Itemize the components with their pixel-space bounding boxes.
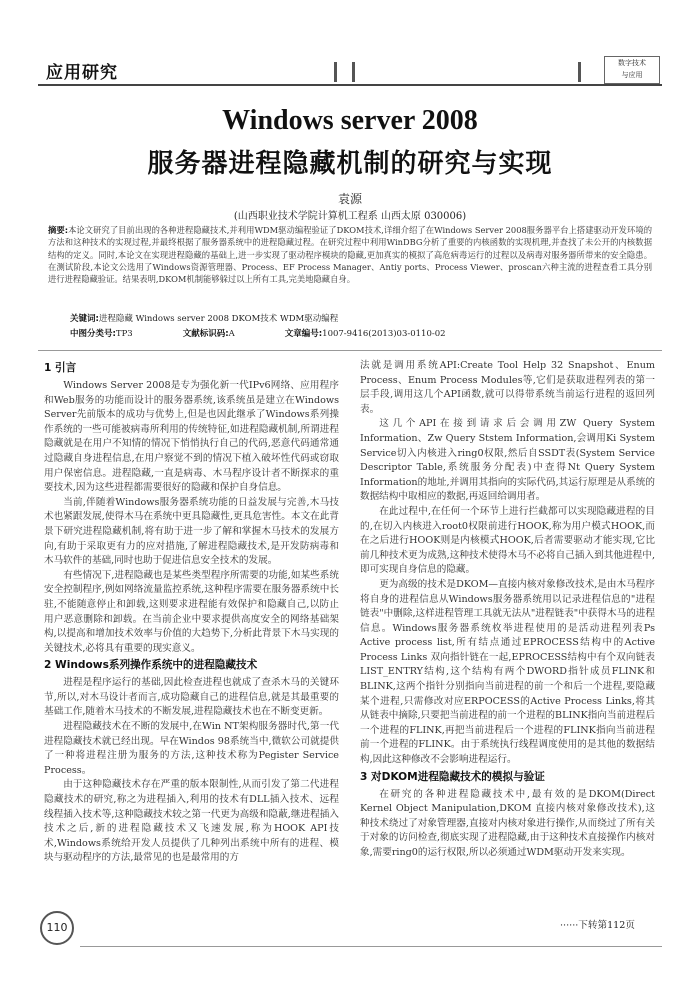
doc-code-value: A <box>228 329 235 339</box>
paragraph: 在此过程中,在任何一个环节上进行拦截都可以实现隐藏进程的目的,在切入内核进入root0权限前进行HOOK,称为用户模式HOOK,而在之后进行HOOK则是内核模式HOOK,后者需要驱动才能实现,它比前几种技术更为成熟,这种技术使得木马不必将自己插入到其他进程中,即可实现自身信息的隐藏。 <box>360 505 655 576</box>
paragraph: 进程是程序运行的基础,因此检查进程也就成了查杀木马的关键环节,所以,对木马设计者而言,成功隐藏自己的进程信息,就是其最重要的基础工作,随着木马技术的不断发展,进程隐藏技术也在不断变更新。 <box>44 677 339 718</box>
clc-label: 中图分类号: <box>70 329 116 339</box>
affiliation: (山西职业技术学院计算机工程系 山西太原 030006) <box>233 211 467 222</box>
classification-line <box>70 328 650 340</box>
abstract <box>48 224 652 285</box>
author: 袁源 <box>337 192 362 206</box>
body-column-right <box>360 359 655 861</box>
keywords <box>70 313 650 325</box>
abstract-label: 摘要: <box>48 225 69 235</box>
paragraph: Windows Server 2008是专为强化新一代IPv6网络、应用程序和Web服务的功能而设计的服务器系统,该系统虽是建立在Windows Server先前版本的成功与优势上,但是也因此继承了Windows系列操作系统的一些可能被病毒所利用的传统特征,如进程隐藏机制,所谓进程隐藏就是在用户不知情的情况下悄悄执行自己的代码,恶意代码通常通过隐藏自身进程信息,在用户察觉不到的情况下植入破坏性代码或窃取用户保密信息。进程隐藏,一直是病毒、木马程序设计者不断探求的重要技术,因为这些进程都需要很好的隐藏和保护自身信息。 <box>44 380 339 494</box>
journal-badge <box>604 56 660 84</box>
header-rule <box>38 84 662 86</box>
heading-section-3: 3 对DKOM进程隐藏技术的模拟与验证 <box>360 770 545 783</box>
header-divider <box>352 62 355 82</box>
article-number-label: 文章编号: <box>284 329 323 339</box>
paragraph: 这几个API在接到请求后会调用ZW Query System Information、Zw Query Ststem Information,会调用Ki System Service切入内核进入ring0权限,然后自SSDT表(System Service Descriptor Table,系统服务分配表)中查得Nt Query System Information的地址,并调用其指向的实际代码,其运行原理是从系统的数据结构中取相应的数据,再返回给调用者。 <box>360 418 655 503</box>
page-number: 110 <box>40 911 74 945</box>
title-english: Windows server 2008 <box>222 105 478 136</box>
doc-code-label: 文献标识码: <box>182 329 229 339</box>
paragraph: 更为高级的技术是DKOM—直接内核对象修改技术,是由木马程序将自身的进程信息从Windows服务器系统用以记录进程信息的"进程链表"中删除,这样进程管理工具就无法从"进程链表"中获得木马的进程信息。Windows服务器系统枚举进程使用的是活动进程列表Ps Active process list,所有结点通过EPROCESS结构中的Active Process Links 双向指针链在一起,EPROCESS结构中有个双向链表LIST_ENTRY结构,这个结构有两个DWORD指针成员FLINK和BLINK,这两个指针分别指向当前进程的前一个和后一个进程,要隐藏某个进程,只需修改对应ERPOCESS的Active Process Links,将其从链表中摘除,只要把当前进程的前一个进程的BLINK指向当前进程后一个进程的FLINK,再把当前进程后一个进程的FLINK指向当前进程前一个进程的FLINK。由于系统执行线程调度使用的是其他的数据结构,因此这种修改不会影响进程运行。 <box>360 578 655 766</box>
title-chinese: 服务器进程隐藏机制的研究与实现 <box>147 149 553 179</box>
header-divider <box>578 62 581 82</box>
continued-note: ······下转第112页 <box>560 920 635 931</box>
footer-rule <box>80 946 662 947</box>
journal-badge-line2: 与应用 <box>621 71 643 79</box>
section-label: 应用研究 <box>46 63 118 83</box>
paragraph: 由于这种隐藏技术存在严重的版本限制性,从而引发了第二代进程隐藏技术的研究,称之为进程插入,利用的技术有DLL插入技术、远程线程插入技术等,这种隐藏技术较之第一代更为高级和隐蔽,继进程插入技术之后,新的进程隐藏技术又飞速发展,称为HOOK API技术,Windows系统给开发人员提供了几种列出系统中所有的进程、模块与驱动程序的方法,最常见的也是最常用的方 <box>44 779 339 864</box>
body-column-left <box>44 359 339 866</box>
abstract-text: 本论文研究了目前出现的各种进程隐藏技术,并利用WDM驱动编程验证了DKOM技术,详细介绍了在Windows Server 2008服务器平台上搭建驱动开发环境的方法和这种技术的实现过程,并最终根据了服务器系统中的进程隐藏过程。在研究过程中利用WinDBG分析了重要的内核函数的实现机理,并查找了未公开的内核数据结构的定义。同时,本论文在实现进程隐藏的基础上,进一步实现了驱动程序模块的隐藏,更加真实的模拟了高危病毒运行的过程以及病毒对服务器所带来的安全隐患。在测试阶段,本论文公选用了Windows资源管理器、Process、EF Process Manager、Antiy ports、Process Viewer、proscan六种主流的进程查看工具分别进行进程隐藏验证。结果表明,DKOM机制能够躲过以上所有工具,完美地隐藏自身。 <box>48 225 652 285</box>
keywords-label: 关键词: <box>70 314 99 324</box>
heading-section-2: 2 Windows系列操作系统中的进程隐藏技术 <box>44 659 258 672</box>
header-divider <box>334 62 337 82</box>
paragraph: 法就是调用系统API:Create Tool Help 32 Snapshot、Enum Process、Enum Process Modules等,它们是获取进程列表的第一层手段,调用这几个API函数,就可以得带系统当前运行进程的返回列表。 <box>360 360 655 415</box>
journal-badge-line1: 数字技术 <box>618 59 646 67</box>
heading-introduction: 1 引言 <box>44 362 77 374</box>
section-rule <box>38 350 662 351</box>
paragraph: 当前,伴随着Windows服务器系统功能的日益发展与完善,木马技术也紧跟发展,使得木马在系统中更具隐藏性,更具危害性。本文在此背景下研究进程隐藏机制,将有助于进一步了解和掌握木马技术的发展方向,有助于采取更有力的应对措施,了解进程隐藏技术,是开发防病毒和木马软件的基础,同时也助于促进信息安全技术的发展。 <box>44 496 339 567</box>
paragraph: 有些情况下,进程隐藏也是某些类型程序所需要的功能,如某些系统安全控制程序,例如网络流量监控系统,这种程序需要在服务器系统中长驻,不能随意停止和卸载,这则要求进程能有效保护和隐藏自己,以防止用户恶意删除和卸载。在当前企业中要求提供高度安全的网络基础架构,以提高和增加技术效率与价值的大趋势下,分析此背景下木马实现的关键技术,必将具有重要的现实意义。 <box>44 569 339 654</box>
clc-value: TP3 <box>115 329 133 339</box>
keywords-text: 进程隐藏 Windows server 2008 DKOM技术 WDM驱动编程 <box>98 314 339 324</box>
paragraph: 在研究的各种进程隐藏技术中,最有效的是DKOM(Direct Kernel Object Manipulation,DKOM 直接内核对象修改技术),这种技术绕过了对象管理器,直接对内核对象进行操作,从而绕过了所有关于对象的访问检查,彻底实现了进程隐藏,由于这种技术直接操作内核对象,需要ring0的运行权限,所以必须通过WDM驱动开发来实现。 <box>360 788 655 858</box>
paragraph: 进程隐藏技术在不断的发展中,在Win NT架构服务器时代,第一代进程隐藏技术就已经出现。早在Windos 98系统当中,微软公司就提供了一种将进程注册为服务的方法,这种技术称为Pegister Service Process。 <box>44 721 339 776</box>
article-number-value: 1007-9416(2013)03-0110-02 <box>322 329 446 339</box>
